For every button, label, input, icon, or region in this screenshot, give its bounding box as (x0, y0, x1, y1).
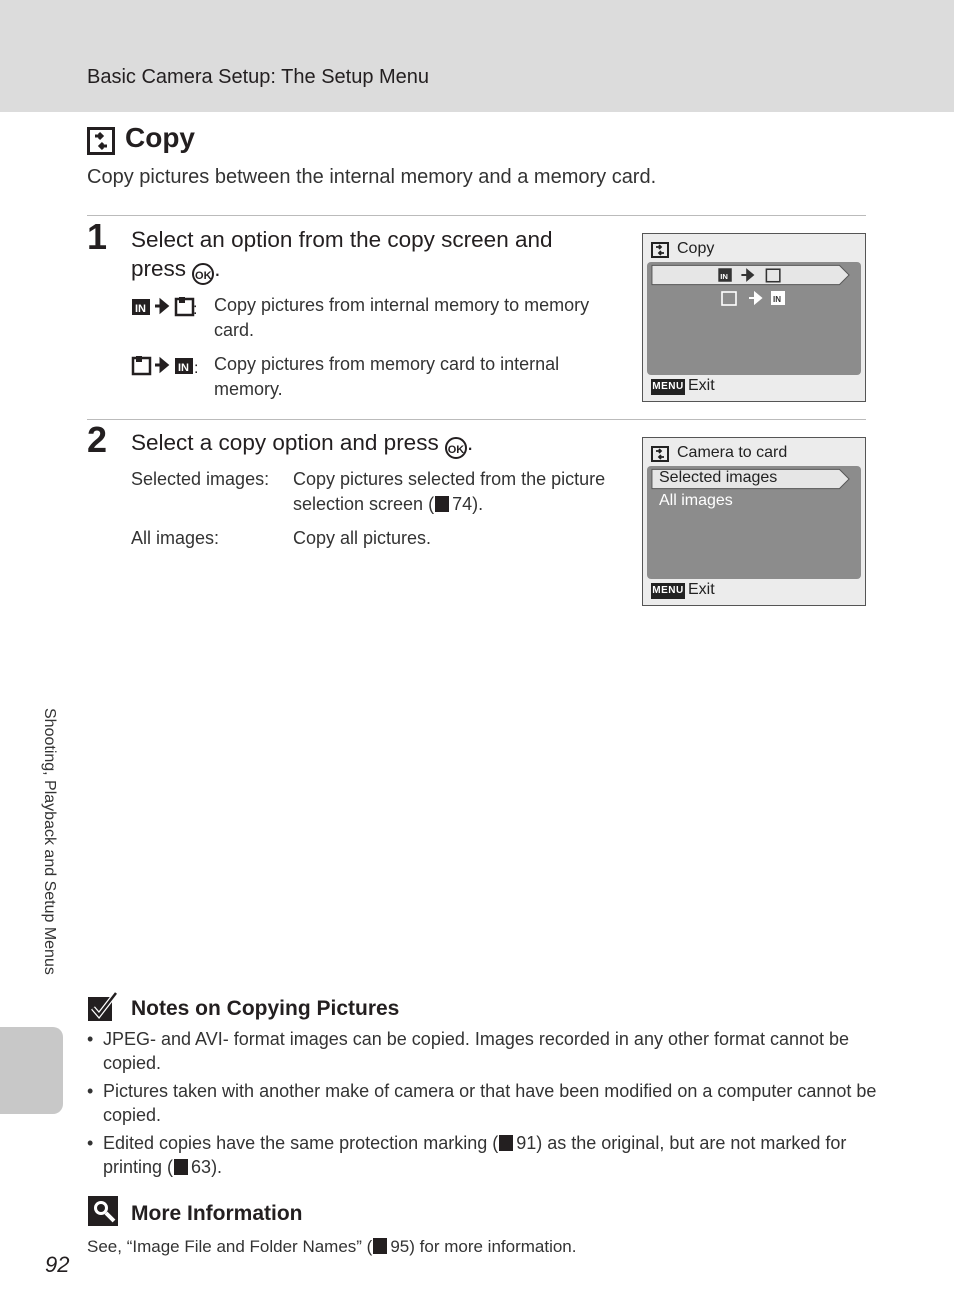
header-title: Basic Camera Setup: The Setup Menu (87, 66, 430, 88)
list-item-text: ). (211, 1157, 223, 1177)
list-item-text: JPEG- and AVI- format images can be copied. Images recorded in any other format cannot be copied. (103, 1029, 850, 1073)
definition-desc-all-images: Copy all pictures. (293, 528, 432, 548)
list-item (87, 1131, 877, 1179)
list-item (87, 1027, 877, 1075)
ok-button-icon: OK (445, 437, 467, 459)
step-1-heading-text: Select an option from the copy screen and press (131, 227, 553, 281)
page-header (0, 0, 954, 112)
definition-desc-selected-images (293, 467, 633, 517)
menu-button-icon: MENU (651, 583, 685, 599)
definition-term-all-images: All images: (131, 528, 220, 548)
side-tab (0, 1027, 63, 1114)
option-internal-to-card-text: Copy pictures from internal memory to memory card. (214, 295, 590, 340)
svg-text:IN: IN (720, 271, 728, 281)
more-info-heading: More Information (131, 1202, 303, 1225)
screen-title: Copy (677, 240, 715, 257)
selected-option-highlight[interactable] (651, 264, 851, 286)
svg-text:IN: IN (773, 295, 781, 304)
page-reference-number: 95 (390, 1237, 410, 1256)
magnifier-icon (88, 1196, 118, 1226)
menu-item-all-images[interactable]: All images (659, 492, 733, 509)
section-title: Copy (125, 122, 195, 153)
step-1-number: 1 (87, 216, 108, 257)
list-item-text: Edited copies have the same protection marking ( (103, 1133, 499, 1153)
page-number: 92 (45, 1252, 70, 1277)
svg-text::: : (193, 301, 198, 318)
page-reference-number: 74 (452, 494, 473, 514)
definition-desc-end: ). (472, 494, 484, 514)
page-reference-icon (435, 496, 449, 512)
copy-icon (87, 127, 115, 155)
divider (87, 215, 866, 216)
more-info-text-end: ) for more information. (409, 1237, 577, 1256)
definition-term-selected-images: Selected images: (131, 469, 270, 489)
svg-text::: : (194, 360, 199, 377)
svg-text:IN: IN (178, 362, 189, 374)
camera-to-card-screen (642, 437, 866, 606)
step-2-heading-text: Select a copy option and press (131, 430, 445, 455)
more-info-text-start: See, “Image File and Folder Names” ( (87, 1237, 373, 1256)
copy-icon (651, 446, 669, 462)
page-reference-number: 63 (191, 1157, 212, 1177)
list-item (87, 1079, 877, 1127)
menu-item-selected-images[interactable]: Selected images (659, 469, 778, 486)
option-card-to-internal-text: Copy pictures from memory card to internal memory. (214, 354, 560, 399)
menu-button-icon: MENU (651, 379, 685, 395)
section-intro: Copy pictures between the internal memory and a memory card. (87, 166, 657, 188)
screen-title: Camera to card (677, 444, 788, 461)
step-1-heading-end: . (214, 256, 221, 281)
checkmark-icon (88, 991, 118, 1021)
step-1-heading (131, 225, 611, 285)
page-reference-icon (499, 1135, 513, 1151)
notes-list (87, 1027, 877, 1183)
exit-label: Exit (688, 581, 715, 598)
screen-menu-panel (647, 466, 861, 579)
page-reference-icon (174, 1159, 188, 1175)
ok-button-icon: OK (192, 263, 214, 285)
copy-icon (651, 242, 669, 258)
step-2-number: 2 (87, 419, 108, 460)
copy-screen (642, 233, 866, 402)
definition-desc-text: Copy pictures selected from the picture selection screen ( (293, 469, 606, 514)
page-reference-number: 91 (516, 1133, 537, 1153)
list-item-text: ) as the original, but are not marked for printing ( (103, 1133, 847, 1177)
screen-menu-panel (647, 262, 861, 375)
svg-text:IN: IN (135, 303, 146, 315)
notes-heading: Notes on Copying Pictures (131, 997, 400, 1020)
divider (87, 419, 866, 420)
side-tab-label: Shooting, Playback and Setup Menus (41, 708, 58, 975)
card-to-internal-option-icons[interactable] (721, 289, 791, 307)
more-info-text (87, 1237, 577, 1257)
list-item-text: Pictures taken with another make of camera or that have been modified on a computer cannot be copied. (103, 1081, 877, 1125)
card-to-internal-memory-icons (131, 355, 197, 375)
step-2-heading (131, 428, 611, 459)
step-2-heading-end: . (466, 430, 474, 455)
exit-label: Exit (688, 377, 715, 394)
internal-memory-to-card-icons (131, 296, 197, 316)
page-reference-icon (373, 1238, 387, 1254)
